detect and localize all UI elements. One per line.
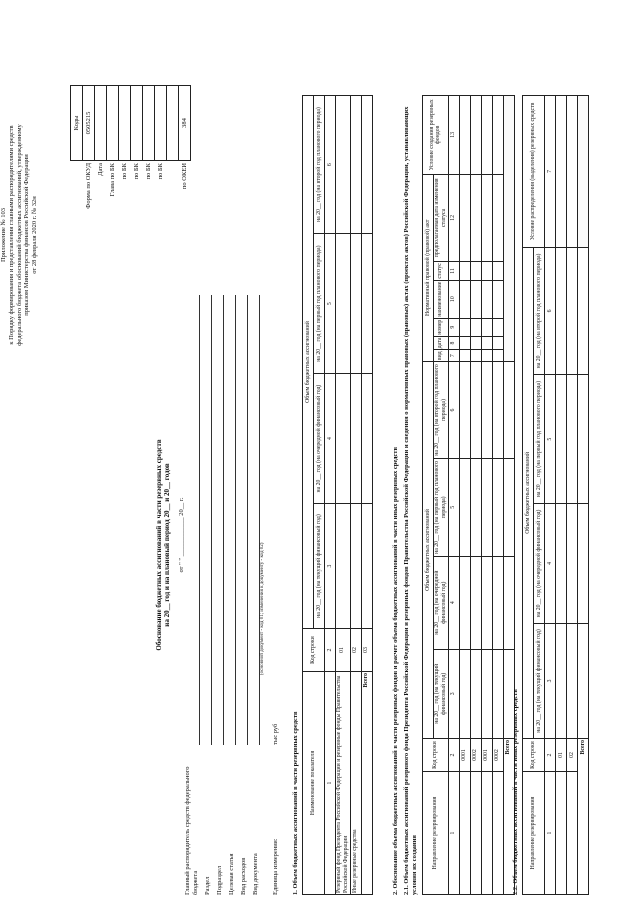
appendix-line: к Порядку формирования и представления главными распорядителями средств: [7, 125, 15, 345]
col-num: 7: [448, 350, 459, 362]
unit-value: тыс руб: [272, 723, 280, 745]
date-line: от " " ____________ 20__ г.: [178, 497, 185, 573]
col-num: 9: [448, 318, 459, 336]
field-line[interactable]: [203, 295, 212, 745]
col-condition: Условие распределения (выделения) резервных средств: [523, 96, 545, 248]
col-status: статус: [434, 262, 449, 281]
col-direction: Направление резервирования: [423, 772, 449, 895]
doc-type-note: (основной документ - код 01; изменения к документу - код 02): [260, 542, 265, 675]
field-line[interactable]: [251, 295, 260, 745]
col-year: на 20__ год (на первый год планового периода): [314, 234, 325, 374]
section2-2-title: 2.2. Объем бюджетных ассигнований в части иных резервных средств: [512, 689, 519, 895]
section2-1-title: 2.1. Объем бюджетных ассигнований резервного фонда Президента Российской Федерации и резервных фондов Правительства Российской Федерации и сведения о нормативных правовых (правовых) актах (проектах актов) Российской Федерации, устанавливающих условия их создания: [403, 106, 418, 895]
column-numbers: [545, 96, 556, 895]
field-label: Целевая статья: [228, 853, 236, 895]
code-value: [95, 86, 107, 161]
cell[interactable]: [459, 174, 470, 261]
cell-empty: [578, 96, 589, 248]
row-code: 02: [350, 629, 361, 672]
section1-title: 1. Объем бюджетных ассигнований в части резервных средств: [292, 711, 299, 895]
cell[interactable]: [492, 556, 503, 649]
cell[interactable]: [492, 772, 503, 895]
field-label: Главный распорядитель средств федерального бюджета: [184, 766, 200, 895]
col-year: на 20__ год (на второй год планового периода): [534, 247, 545, 374]
col-year: на 20__ год (на первый год планового периода): [434, 458, 449, 556]
section1-table: [302, 95, 373, 895]
cell[interactable]: [481, 458, 492, 556]
cell[interactable]: [459, 262, 470, 281]
col-num: 1: [448, 772, 459, 895]
code-value: [167, 86, 179, 161]
col-year: на 20__ год (на текущий финансовый год): [534, 623, 545, 738]
code-label: по БК: [120, 163, 128, 180]
cell[interactable]: [459, 772, 470, 895]
field-line[interactable]: [191, 295, 200, 745]
col-year: на 20__ год (на очередной финансовый год): [314, 374, 325, 504]
unit-row: [266, 295, 280, 895]
code-label: Глава по БК: [108, 163, 116, 197]
section2-2-table: [522, 95, 589, 895]
column-numbers: [325, 96, 336, 895]
table-row: [350, 96, 361, 895]
section2-title: 2. Обоснование объема бюджетных ассигнований в части резервных фондов и расчет объема бюджетных ассигнований в части иных резервных средств: [392, 446, 399, 895]
cell[interactable]: [481, 336, 492, 350]
table-row: [492, 96, 503, 895]
row-code: 0002: [492, 739, 503, 772]
rotated-document-page: [0, 85, 586, 905]
cell[interactable]: [492, 649, 503, 738]
cell-empty: [503, 96, 514, 362]
cell[interactable]: [556, 772, 567, 895]
cell[interactable]: [492, 174, 503, 261]
col-year: на 20__ год (на второй год планового периода): [434, 362, 449, 459]
cell[interactable]: [459, 458, 470, 556]
cell[interactable]: [492, 350, 503, 362]
col-number: номер: [434, 318, 449, 336]
cell[interactable]: [470, 262, 481, 281]
cell[interactable]: [556, 247, 567, 374]
document-title: [155, 335, 172, 755]
cell[interactable]: [470, 649, 481, 738]
row-code: 0001: [481, 739, 492, 772]
total-label: Всего: [361, 672, 372, 895]
code-label: [167, 161, 179, 286]
col-direction: Направление резервирования: [523, 772, 545, 895]
cell[interactable]: [459, 556, 470, 649]
cell[interactable]: [470, 458, 481, 556]
cell[interactable]: [336, 504, 351, 629]
cell[interactable]: [567, 772, 578, 895]
col-code: Код строки: [423, 739, 449, 772]
code-value: [119, 86, 131, 161]
cell[interactable]: [361, 504, 372, 629]
code-value: [131, 86, 143, 161]
cell[interactable]: [336, 234, 351, 374]
cell[interactable]: [470, 556, 481, 649]
col-name: Наименование показателя: [303, 672, 325, 895]
cell[interactable]: [336, 374, 351, 504]
cell[interactable]: [578, 247, 589, 374]
row-code: 01: [556, 739, 567, 772]
col-code: Код строки: [523, 739, 545, 772]
col-num: 7: [545, 96, 556, 248]
row-code: 0001: [459, 739, 470, 772]
cell[interactable]: [567, 375, 578, 504]
appendix-line: от 28 февраля 2020 г. № 32н: [31, 196, 39, 274]
col-year: на 20__ год (на текущий финансовый год): [314, 504, 325, 629]
appendix-number: Приложение № 103: [0, 207, 7, 263]
cell[interactable]: [556, 375, 567, 504]
cell[interactable]: [492, 280, 503, 318]
col-plan-date: предполагаемая дата изменения статуса: [434, 174, 449, 261]
cell[interactable]: [459, 649, 470, 738]
column-numbers: [448, 96, 459, 895]
cell[interactable]: [492, 458, 503, 556]
cell[interactable]: [556, 623, 567, 738]
total-row: [578, 96, 589, 895]
cell[interactable]: [459, 362, 470, 459]
cell[interactable]: [578, 375, 589, 504]
table-row: [470, 96, 481, 895]
cell[interactable]: [481, 174, 492, 261]
col-num: 1: [325, 672, 336, 895]
col-group: Объем бюджетных ассигнований: [523, 247, 534, 738]
col-year: на 20__ год (на очередной финансовый год): [534, 504, 545, 624]
cell[interactable]: [492, 318, 503, 336]
cell[interactable]: [578, 504, 589, 624]
col-num: 6: [325, 96, 336, 234]
cell[interactable]: [556, 96, 567, 248]
cell[interactable]: [350, 374, 361, 504]
col-condition: Условие создания резервных фондов: [423, 96, 449, 175]
field-line[interactable]: [227, 295, 236, 745]
cell[interactable]: [481, 362, 492, 459]
cell[interactable]: [492, 362, 503, 459]
col-act: Нормативный правовой (правовой) акт: [423, 174, 434, 361]
header-field: [212, 295, 224, 895]
okei-code: 384: [179, 86, 191, 161]
cell[interactable]: [470, 318, 481, 336]
table-row: [481, 96, 492, 895]
col-num: 10: [448, 280, 459, 318]
cell[interactable]: [350, 234, 361, 374]
total-label: Всего: [578, 739, 589, 895]
header-fields: [184, 295, 280, 895]
cell[interactable]: [503, 458, 514, 556]
col-num: 4: [325, 374, 336, 504]
code-value: [107, 86, 119, 161]
col-year: на 20__ год (на первый год планового периода): [534, 375, 545, 504]
cell[interactable]: [481, 96, 492, 175]
codes-box: [70, 85, 191, 285]
cell[interactable]: [578, 623, 589, 738]
field-label: Вид документа: [252, 853, 260, 895]
total-label: Всего: [503, 739, 514, 895]
header-field: [200, 295, 212, 895]
table-row: [556, 96, 567, 895]
header-field: [236, 295, 248, 895]
total-row: [361, 96, 372, 895]
col-group: Объем бюджетных ассигнований: [303, 96, 314, 629]
header-field: [184, 295, 200, 895]
field-label: Вид расходов: [240, 857, 248, 895]
cell[interactable]: [481, 318, 492, 336]
cell[interactable]: [470, 362, 481, 459]
appendix-line: федерального бюджета обоснований бюджетных ассигнований, утвержденному: [15, 124, 23, 346]
cell[interactable]: [567, 504, 578, 624]
code-label: Форма по ОКУД: [84, 163, 92, 209]
col-year: на 20__ год (на текущий финансовый год): [434, 649, 449, 738]
col-num: 6: [448, 362, 459, 459]
col-num: 11: [448, 262, 459, 281]
cell[interactable]: [470, 96, 481, 175]
col-num: 2: [448, 739, 459, 772]
code-label: по БК: [156, 163, 164, 180]
cell[interactable]: [567, 96, 578, 248]
col-num: 13: [448, 96, 459, 175]
unit-label: Единица измерения:: [272, 838, 280, 895]
col-num: 5: [325, 234, 336, 374]
table-row: [567, 96, 578, 895]
code-value: [143, 86, 155, 161]
cell[interactable]: [459, 96, 470, 175]
cell[interactable]: [459, 336, 470, 350]
cell[interactable]: [350, 504, 361, 629]
field-label: Раздел: [204, 876, 212, 895]
col-num: 4: [448, 556, 459, 649]
table-row: [336, 96, 351, 895]
row-code: 02: [567, 739, 578, 772]
row-code: 0002: [470, 739, 481, 772]
cell[interactable]: [481, 280, 492, 318]
field-label: Подраздел: [216, 865, 224, 895]
cell[interactable]: [350, 96, 361, 234]
cell[interactable]: [459, 318, 470, 336]
cell[interactable]: [470, 336, 481, 350]
cell[interactable]: [470, 350, 481, 362]
row-name: Резервный фонд Президента Российской Федерации и резервные фонды Правительства Российской Федерации: [336, 672, 351, 895]
code-label: по БК: [144, 163, 152, 180]
section2-1-table: [422, 95, 515, 895]
cell[interactable]: [336, 96, 351, 234]
col-num: 3: [448, 649, 459, 738]
col-num: 1: [545, 772, 556, 895]
cell[interactable]: [361, 96, 372, 234]
okud-code: 0505215: [83, 86, 95, 161]
appendix-header: [0, 85, 39, 385]
cell[interactable]: [470, 280, 481, 318]
col-num: 6: [545, 247, 556, 374]
col-kind: вид: [434, 350, 449, 362]
cell[interactable]: [567, 247, 578, 374]
code-value: [155, 86, 167, 161]
cell[interactable]: [503, 556, 514, 649]
title-line: Обоснование бюджетных ассигнований в части резервных средств: [155, 439, 163, 651]
col-num: 2: [325, 629, 336, 672]
cell[interactable]: [567, 623, 578, 738]
cell[interactable]: [492, 262, 503, 281]
header-field: [248, 295, 260, 895]
field-line[interactable]: [239, 295, 248, 745]
row-code: 01: [336, 629, 351, 672]
col-num: 5: [545, 375, 556, 504]
cell[interactable]: [361, 234, 372, 374]
field-line[interactable]: [215, 295, 224, 745]
cell[interactable]: [503, 362, 514, 459]
col-date: дата: [434, 336, 449, 350]
title-line: на 20__ год и на плановый период 20__ и 20__ годов: [163, 463, 172, 627]
cell[interactable]: [492, 336, 503, 350]
row-name: Иные резервные средства: [350, 672, 361, 895]
table-row: [459, 96, 470, 895]
col-year: на 20__ год (на очередной финансовый год): [434, 556, 449, 649]
cell[interactable]: [481, 556, 492, 649]
cell[interactable]: [492, 96, 503, 175]
col-num: 3: [545, 623, 556, 738]
cell[interactable]: [556, 504, 567, 624]
code-label: Дата: [96, 163, 104, 176]
col-num: 5: [448, 458, 459, 556]
col-num: 8: [448, 336, 459, 350]
col-act-name: наименование: [434, 280, 449, 318]
cell[interactable]: [481, 262, 492, 281]
cell[interactable]: [459, 280, 470, 318]
col-num: 3: [325, 504, 336, 629]
col-num: 4: [545, 504, 556, 624]
col-group: Объем бюджетных ассигнований: [423, 362, 434, 739]
cell[interactable]: [470, 772, 481, 895]
cell[interactable]: [361, 374, 372, 504]
col-code: Код строки: [303, 629, 325, 672]
appendix-line: приказом Министерства финансов Российской Федерации: [23, 154, 31, 316]
col-num: 2: [545, 739, 556, 772]
code-label: по БК: [132, 163, 140, 180]
col-num: 12: [448, 174, 459, 261]
cell[interactable]: [481, 772, 492, 895]
total-code: 03: [361, 629, 372, 672]
code-label: по ОКЕИ: [180, 163, 188, 190]
cell[interactable]: [459, 350, 470, 362]
cell[interactable]: [470, 174, 481, 261]
cell[interactable]: [481, 649, 492, 738]
col-year: на 20__ год (на второй год планового периода): [314, 96, 325, 234]
cell[interactable]: [481, 350, 492, 362]
codes-header: Коды: [71, 86, 83, 161]
header-field: [224, 295, 236, 895]
